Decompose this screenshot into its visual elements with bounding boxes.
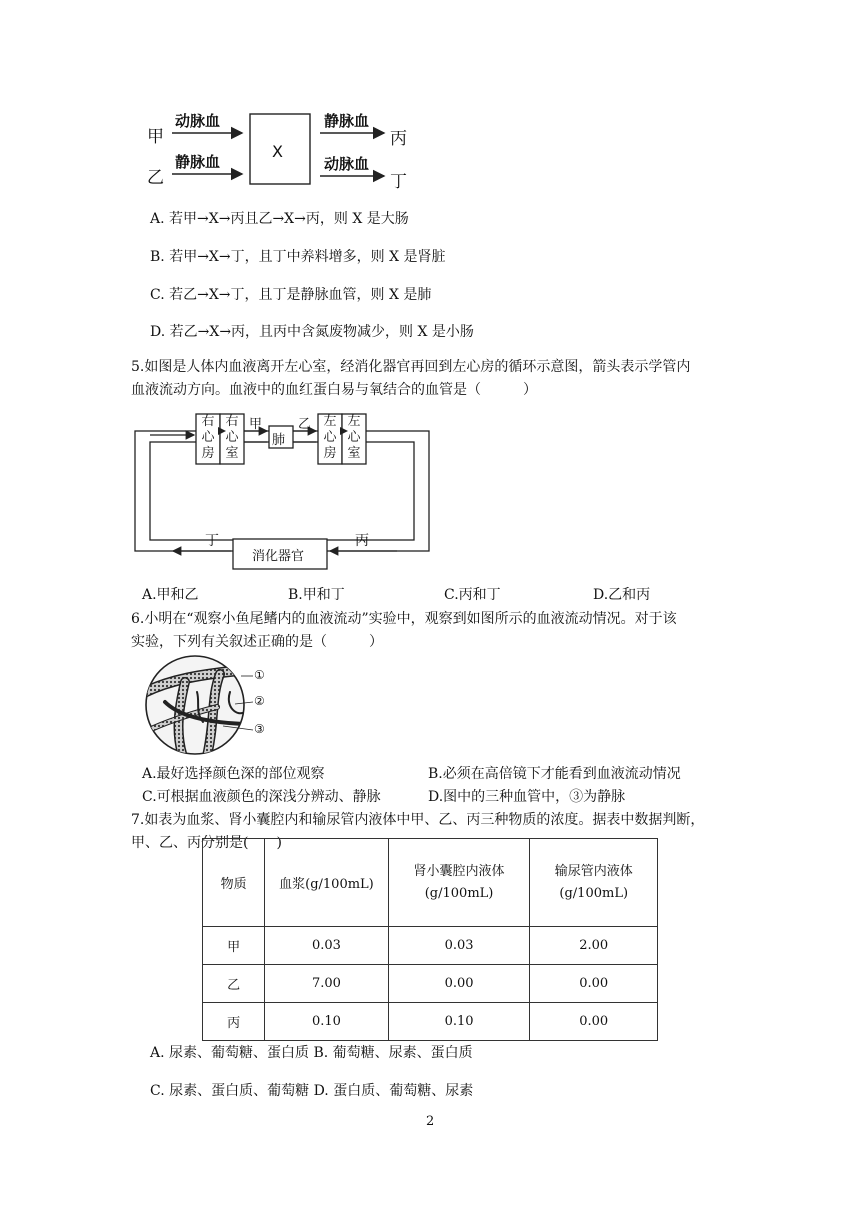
table-cell: 0.03 — [265, 927, 388, 965]
q5-label-ding: 丁 — [205, 533, 219, 549]
q5-left-atrium — [318, 414, 342, 462]
q5-right-atrium-char: 右 — [201, 414, 215, 429]
table-cell: 7.00 — [265, 965, 388, 1003]
q6-microscope-image — [145, 652, 275, 760]
q5-option-b: B.甲和丁 — [288, 587, 345, 603]
q5-right-ventricle-char: 心 — [225, 430, 239, 445]
table-cell: 0.00 — [530, 1003, 658, 1041]
q6-option-c: C.可根据血液颜色的深浅分辨动、静脉 — [142, 789, 381, 805]
q4-label-ding: 丁 — [390, 172, 407, 192]
q4-label-arterial-in: 动脉血 — [175, 112, 221, 130]
page-number: 2 — [426, 1114, 435, 1129]
q6-option-a: A.最好选择颜色深的部位观察 — [142, 766, 325, 782]
q7-option-ab: A. 尿素、葡萄糖、蛋白质 B. 葡萄糖、尿素、蛋白质 — [150, 1045, 473, 1061]
q4-label-yi: 乙 — [147, 168, 164, 188]
q4-diagram — [140, 104, 430, 190]
q5-right-ventricle — [220, 414, 244, 462]
q6-stem-line2: 实验，下列有关叙述正确的是（ ） — [131, 634, 383, 650]
q6-label-1: ① — [254, 668, 265, 682]
q4-label-venous-out: 静脉血 — [324, 112, 370, 130]
table-row — [203, 927, 658, 965]
q5-left-ventricle-char: 心 — [347, 430, 361, 445]
table-header-cell: 血浆(g/100mL) — [265, 839, 388, 927]
q5-digestive-label: 消化器官 — [252, 549, 305, 564]
table-cell: 丙 — [203, 1003, 265, 1041]
q5-circulation-diagram — [133, 404, 433, 574]
q4-option-a: A. 若甲→X→丙且乙→X→丙，则 X 是大肠 — [150, 211, 409, 227]
q5-left-atrium-char: 心 — [323, 430, 337, 445]
q5-left-ventricle — [342, 414, 366, 462]
q5-right-ventricle-char: 室 — [225, 446, 239, 461]
table-row — [203, 1003, 658, 1041]
q5-right-ventricle-char: 右 — [225, 414, 239, 429]
table-cell: 0.00 — [388, 965, 530, 1003]
table-cell: 0.03 — [388, 927, 530, 965]
q4-label-bing: 丙 — [390, 129, 407, 149]
q5-left-ventricle-char: 左 — [347, 414, 361, 429]
q5-left-ventricle-char: 室 — [347, 446, 361, 461]
q4-option-c: C. 若乙→X→丁，且丁是静脉血管，则 X 是肺 — [150, 287, 432, 303]
q6-option-b: B.必须在高倍镜下才能看到血液流动情况 — [428, 766, 681, 782]
table-header-row — [203, 839, 658, 927]
q4-label-venous-in: 静脉血 — [175, 153, 221, 171]
q6-label-3: ③ — [254, 722, 265, 736]
table-cell: 2.00 — [530, 927, 658, 965]
q5-left-atrium-char: 房 — [323, 446, 337, 461]
q5-left-atrium-char: 左 — [323, 414, 337, 429]
q7-data-table — [202, 838, 658, 1041]
q5-right-atrium-char: 房 — [201, 446, 215, 461]
q5-lung-label: 肺 — [272, 433, 286, 448]
q6-stem-line1: 6.小明在“观察小鱼尾鳍内的血液流动”实验中，观察到如图所示的血液流动情况。对于该 — [131, 611, 677, 627]
table-cell: 0.10 — [388, 1003, 530, 1041]
q5-label-yi: 乙 — [298, 417, 312, 432]
q5-right-atrium-char: 心 — [201, 430, 215, 445]
table-row — [203, 965, 658, 1003]
table-cell: 0.00 — [530, 965, 658, 1003]
q5-option-a: A.甲和乙 — [142, 587, 199, 603]
q5-stem-line2: 血液流动方向。血液中的血红蛋白易与氧结合的血管是（ ） — [131, 382, 537, 398]
q7-option-cd: C. 尿素、蛋白质、葡萄糖 D. 蛋白质、葡萄糖、尿素 — [150, 1083, 474, 1099]
q5-option-c: C.丙和丁 — [444, 587, 501, 603]
q7-stem-line2: 甲、乙、丙分别是( ) — [131, 835, 282, 851]
q4-label-arterial-out: 动脉血 — [324, 155, 370, 173]
q5-option-d: D.乙和丙 — [593, 587, 651, 603]
q4-option-d: D. 若乙→X→丙，且丙中含氮废物减少，则 X 是小肠 — [150, 324, 474, 340]
q6-option-d: D.图中的三种血管中，③为静脉 — [428, 789, 626, 805]
table-header-cell: 肾小囊腔内液体 (g/100mL) — [388, 839, 530, 927]
table-cell: 乙 — [203, 965, 265, 1003]
q4-label-jia: 甲 — [147, 127, 164, 147]
table-header-cell: 输尿管内液体 (g/100mL) — [530, 839, 658, 927]
q5-label-jia: 甲 — [249, 417, 263, 432]
q5-right-atrium — [196, 414, 220, 462]
q7-stem-line1: 7.如表为血浆、肾小囊腔内和输尿管内液体中甲、乙、丙三种物质的浓度。据表中数据判断， — [131, 812, 705, 828]
table-cell: 0.10 — [265, 1003, 388, 1041]
table-cell: 甲 — [203, 927, 265, 965]
q6-label-2: ② — [254, 694, 265, 708]
q4-option-b: B. 若甲→X→丁，且丁中养料增多，则 X 是肾脏 — [150, 249, 446, 265]
q5-label-bing: 丙 — [355, 533, 369, 549]
q5-stem-line1: 5.如图是人体内血液离开左心室，经消化器官再回到左心房的循环示意图，箭头表示学管内 — [131, 359, 691, 375]
q4-label-x: X — [272, 142, 283, 161]
table-header-cell: 物质 — [203, 839, 265, 927]
